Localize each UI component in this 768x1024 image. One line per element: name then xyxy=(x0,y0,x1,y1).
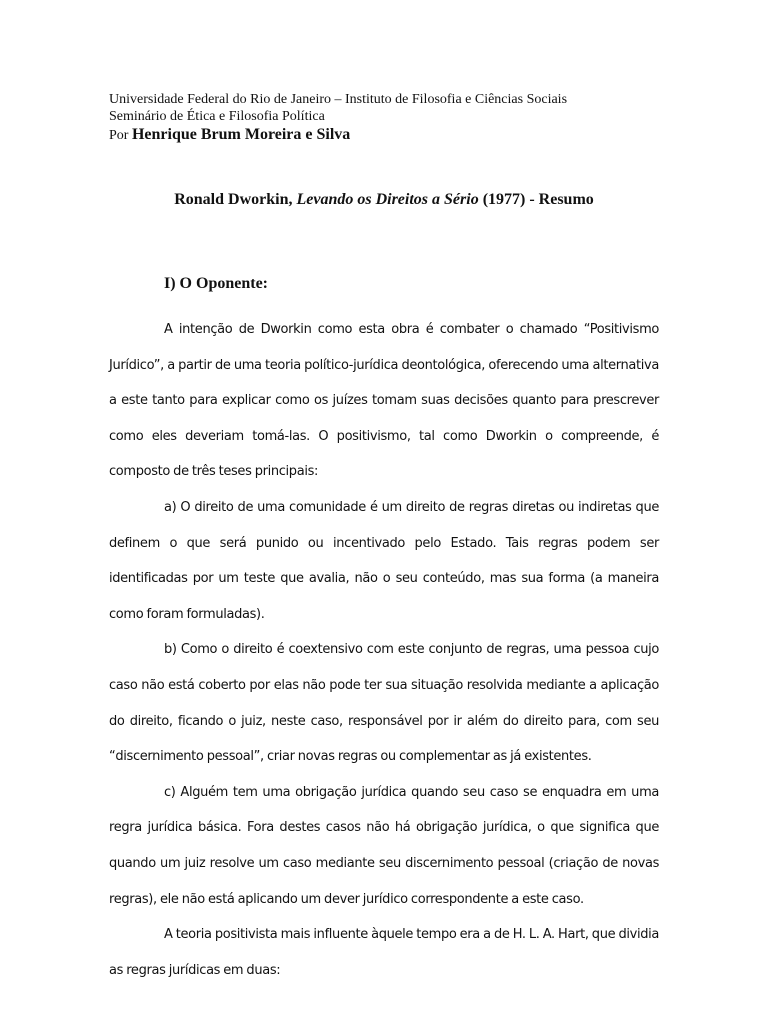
seminar-line: Seminário de Ética e Filosofia Política xyxy=(109,109,325,124)
author-prefix: Por xyxy=(109,128,129,143)
title-rest: (1977) - Resumo xyxy=(482,191,594,208)
author-line xyxy=(109,126,669,144)
title-work: Levando os Direitos a Sério xyxy=(296,191,479,208)
document-header xyxy=(109,91,669,144)
paragraph-thesis-b: b) Como o direito é coextensivo com este conjunto de regras, uma pessoa cujo caso não está coberto por elas não pode ter sua situação resolvida mediante a aplicação do direito, ficando o juiz, neste caso, responsável por ir além do direito para, com seu “discernimento pessoal”, criar novas regras ou complementar as já existentes. xyxy=(109,642,659,765)
paragraph-thesis-c: c) Alguém tem uma obrigação jurídica quando seu caso se enquadra em uma regra jurídica básica. Fora destes casos não há obrigação jurídica, o que significa que quando um juiz resolve um caso mediante seu discernimento pessoal (criação de novas regras), ele não está aplicando um dever jurídico correspondente a este caso. xyxy=(109,784,659,907)
document-body xyxy=(109,312,659,988)
section-heading: I) O Oponente: xyxy=(164,275,268,292)
institution-line: Universidade Federal do Rio de Janeiro – Instituto de Filosofia e Ciências Sociais xyxy=(109,92,568,107)
paragraph-hart: A teoria positivista mais influente àquele tempo era a de H. L. A. Hart, que dividia as regras jurídicas em duas: xyxy=(109,927,659,978)
author-name: Henrique Brum Moreira e Silva xyxy=(131,126,351,143)
title-author: Ronald Dworkin, xyxy=(174,191,293,208)
paragraph-intro: A intenção de Dworkin como esta obra é combater o chamado “Positivismo Jurídico”, a partir de uma teoria político-jurídica deontológica, oferecendo uma alternativa a este tanto para explicar como os juízes tomam suas decisões quanto para prescrever como eles deveriam tomá-las. O positivismo, tal como Dworkin o compreende, é composto de três teses principais: xyxy=(109,322,659,480)
paragraph-thesis-a: a) O direito de uma comunidade é um direito de regras diretas ou indiretas que definem o que será punido ou incentivado pelo Estado. Tais regras podem ser identificadas por um teste que avalia, não o seu conteúdo, mas sua forma (a maneira como foram formuladas). xyxy=(109,499,659,622)
document-title xyxy=(0,190,768,210)
